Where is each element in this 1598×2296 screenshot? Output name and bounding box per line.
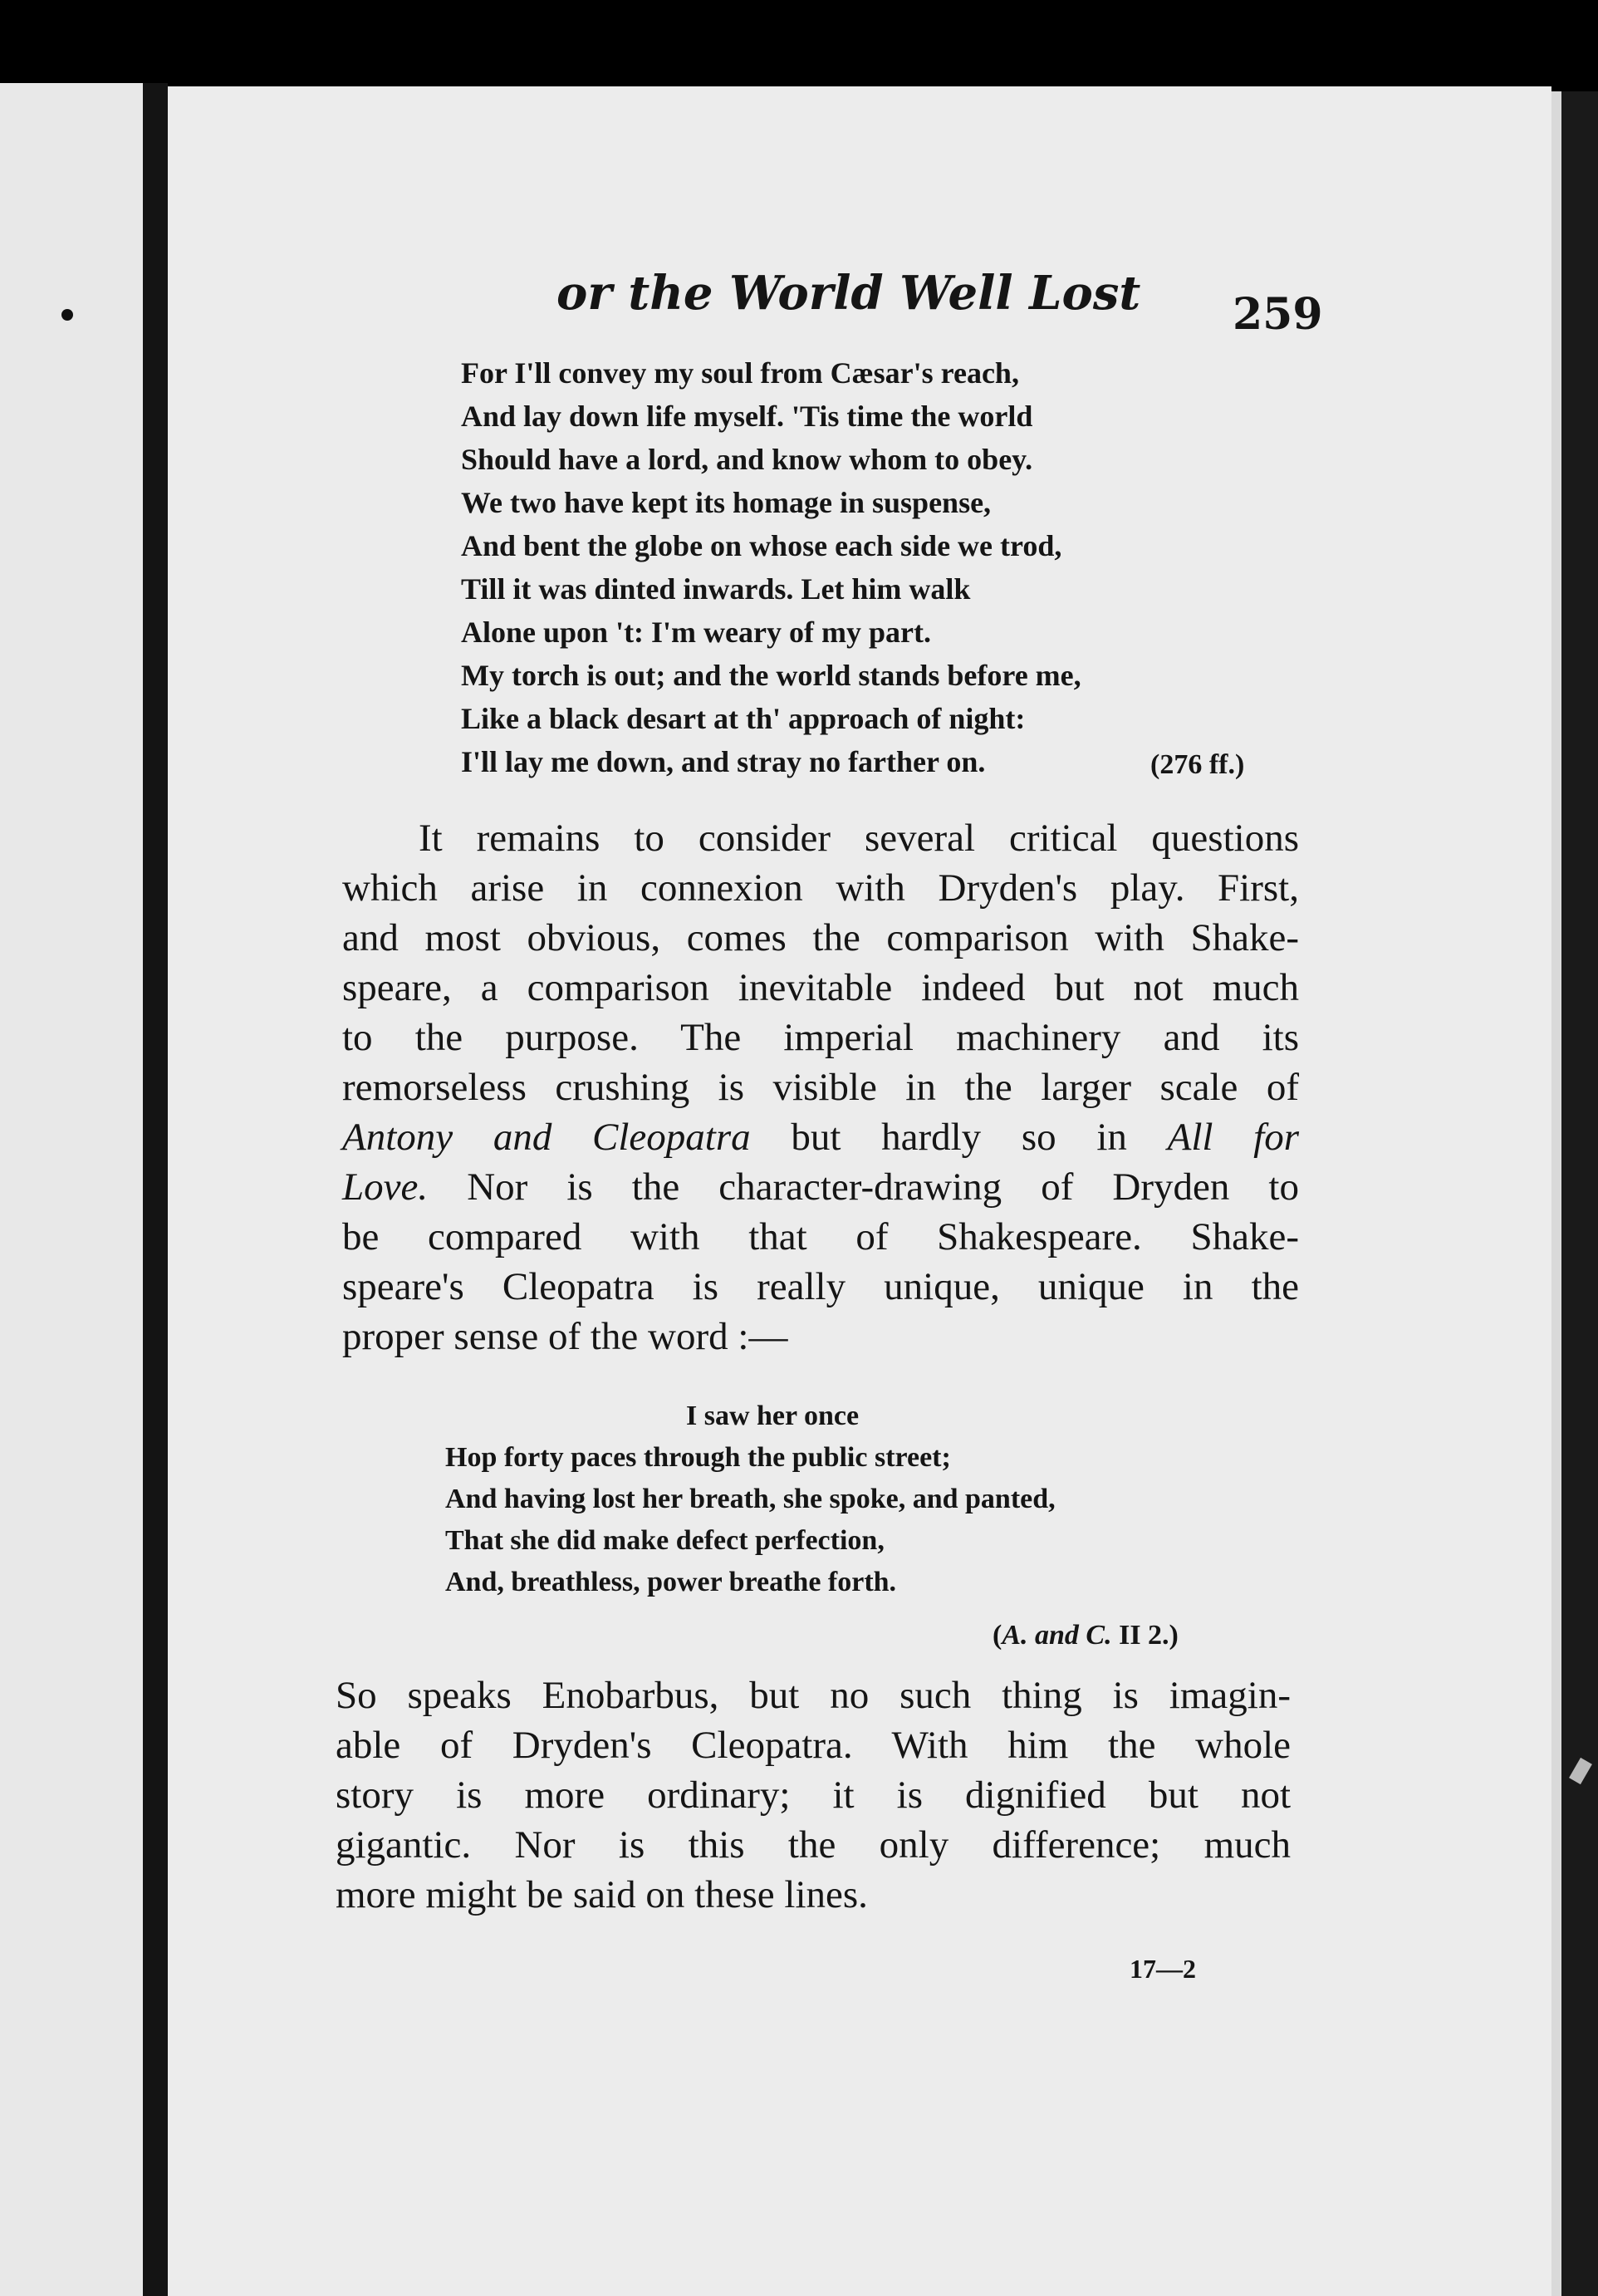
paragraph-line: speare's Cleopatra is really unique, unique in the bbox=[342, 1265, 1299, 1308]
citation-work: A. and C. bbox=[1002, 1620, 1112, 1651]
verse-line: I'll lay me down, and stray no farther on. bbox=[461, 745, 986, 778]
paragraph-2 bbox=[336, 1673, 1291, 1989]
verse-line: Hop forty paces through the public street; bbox=[445, 1442, 951, 1473]
verse-citation: (276 ff.) bbox=[1150, 749, 1245, 780]
paragraph-line: gigantic. Nor is this the only difference; much bbox=[336, 1823, 1291, 1867]
paragraph-line: So speaks Enobarbus, but no such thing is imagin- bbox=[336, 1674, 1291, 1717]
paragraph-line: speare, a comparison inevitable indeed but not much bbox=[342, 966, 1299, 1009]
verse-line: That she did make defect perfection, bbox=[445, 1525, 885, 1556]
paragraph-line: to the purpose. The imperial machinery and its bbox=[342, 1016, 1299, 1059]
paragraph-line: more might be said on these lines. bbox=[336, 1873, 868, 1916]
verse-line: Like a black desart at th' approach of night: bbox=[461, 702, 1026, 735]
citation-paren: ( bbox=[993, 1620, 1002, 1651]
verse-line: And bent the globe on whose each side we trod, bbox=[461, 529, 1062, 562]
running-head: or the World Well Lost bbox=[556, 266, 1141, 321]
book-binding bbox=[143, 83, 168, 2296]
verse-citation bbox=[993, 1620, 1179, 1651]
verse-quotation-1 bbox=[461, 356, 1292, 787]
citation-ref: II 2.) bbox=[1111, 1620, 1179, 1651]
facing-page-edge bbox=[0, 83, 143, 2296]
paragraph-line: be compared with that of Shakespeare. Shake- bbox=[342, 1215, 1299, 1258]
verse-line: Should have a lord, and know whom to obey. bbox=[461, 443, 1033, 476]
verse-line: And, breathless, power breathe forth. bbox=[445, 1567, 897, 1597]
verse-line: We two have kept its homage in suspense, bbox=[461, 486, 992, 519]
play-title: All for bbox=[1167, 1116, 1299, 1159]
paragraph-line: which arise in connexion with Dryden's play. First, bbox=[342, 866, 1299, 910]
verse-line: Till it was dinted inwards. Let him walk bbox=[461, 572, 971, 606]
paragraph-line bbox=[342, 1115, 1299, 1165]
verse-line: I saw her once bbox=[686, 1401, 860, 1431]
verse-line: My torch is out; and the world stands before me, bbox=[461, 659, 1081, 692]
verse-line: Alone upon 't: I'm weary of my part. bbox=[461, 616, 931, 649]
play-title: Antony and Cleopatra bbox=[342, 1116, 751, 1159]
margin-dot bbox=[61, 309, 73, 321]
paragraph-line: and most obvious, comes the comparison with Shake- bbox=[342, 916, 1299, 959]
play-title: Love. bbox=[342, 1165, 429, 1209]
paragraph-line: story is more ordinary; it is dignified but not bbox=[336, 1774, 1291, 1817]
page-edge bbox=[1551, 91, 1561, 2296]
paragraph-line: able of Dryden's Cleopatra. With him the whole bbox=[336, 1724, 1291, 1767]
paragraph-line: proper sense of the word :— bbox=[342, 1315, 788, 1358]
scan-border bbox=[1561, 91, 1598, 2296]
paragraph-line: It remains to consider several critical questions bbox=[419, 817, 1299, 860]
paragraph-1 bbox=[342, 816, 1299, 1397]
verse-line: And having lost her breath, she spoke, and panted, bbox=[445, 1484, 1056, 1514]
paragraph-text: Nor is the character-drawing of Dryden to bbox=[428, 1165, 1299, 1209]
paragraph-line: remorseless crushing is visible in the larger scale of bbox=[342, 1066, 1299, 1109]
verse-line: And lay down life myself. 'Tis time the world bbox=[461, 400, 1033, 433]
paragraph-text: but hardly so in bbox=[750, 1116, 1168, 1159]
verse-line: For I'll convey my soul from Cæsar's reach, bbox=[461, 356, 1019, 390]
page-number: 259 bbox=[1233, 289, 1323, 340]
paragraph-line bbox=[342, 1165, 1299, 1214]
signature-mark: 17—2 bbox=[1130, 1954, 1196, 1984]
verse-quotation-2 bbox=[445, 1401, 1276, 1608]
